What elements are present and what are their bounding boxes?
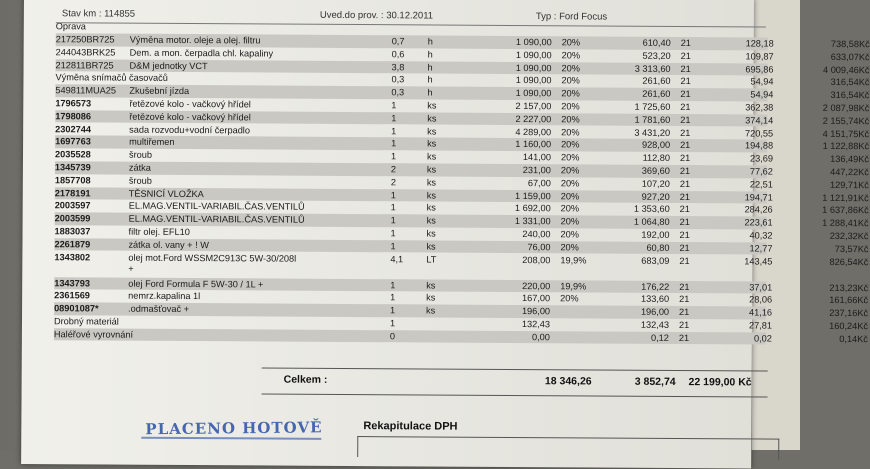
cell-total: 738,58Kč — [830, 38, 870, 50]
cell-net: 3 431,20 — [634, 127, 671, 138]
cell-vat-amt: 194,88 — [744, 140, 774, 151]
cell-code: Drobný materiál — [53, 316, 119, 327]
cell-price: 220,00 — [522, 280, 551, 291]
cell-vat: 21 — [679, 294, 690, 305]
cell-code: 1857708 — [54, 174, 91, 186]
cell-vat-amt: 109,87 — [745, 51, 774, 62]
cell-qty: 1 — [390, 228, 396, 239]
cell-disc: 20% — [561, 50, 581, 61]
cell-net: 927,20 — [641, 191, 670, 202]
cell-total: 316,54Kč — [830, 77, 870, 88]
cell-qty: 0,6 — [391, 49, 405, 60]
cell-unit: ks — [426, 190, 436, 201]
cell-price: 141,00 — [522, 152, 552, 163]
cell-code: 1796573 — [55, 98, 92, 109]
cell-vat: 21 — [680, 140, 691, 151]
cell-price: 1 090,00 — [515, 37, 552, 48]
cell-price: 76,00 — [527, 241, 551, 253]
cell-unit: h — [427, 87, 433, 98]
cell-unit: ks — [426, 280, 436, 291]
table-row — [54, 251, 869, 279]
cell-disc: 20% — [561, 62, 580, 73]
cell-total: 4 151,75Kč — [822, 128, 870, 139]
cell-net: 610,40 — [642, 37, 671, 48]
cell-total: 2 155,74Kč — [822, 115, 870, 126]
cell-code: 08901087* — [54, 303, 99, 314]
cell-price: 67,00 — [527, 177, 551, 189]
cell-total: 447,22Kč — [830, 166, 869, 178]
cell-net: 112,80 — [642, 152, 671, 164]
cell-vat-amt: 695,86 — [745, 64, 774, 75]
cell-qty: 1 — [390, 202, 396, 213]
cell-code: 217250BR725 — [55, 34, 115, 45]
cell-disc: 20% — [560, 152, 580, 163]
cell-vat-amt: 22,51 — [749, 179, 773, 190]
cell-code: 1345739 — [54, 162, 91, 173]
cell-net: 132,43 — [640, 319, 670, 330]
invoice-sheet — [21, 0, 870, 468]
cell-vat-amt: 37,01 — [749, 282, 773, 293]
cell-desc: filtr olej. EFL10 — [128, 226, 190, 238]
cell-desc: šroub — [128, 175, 152, 186]
cell-unit: h — [427, 36, 433, 47]
cell-vat: 21 — [680, 102, 691, 113]
cell-price: 196,00 — [521, 306, 551, 317]
cell-disc: 20% — [560, 203, 580, 214]
cell-total: 1 121,91Kč — [822, 192, 869, 203]
cell-unit: ks — [427, 113, 437, 124]
totals-divider-top — [262, 367, 768, 371]
cell-desc: řetězové kolo - vačkový hřídel — [129, 98, 251, 110]
cell-price: 2 227,00 — [515, 113, 552, 125]
cell-code: 212811BR725 — [55, 59, 114, 71]
cell-total: 213,23Kč — [829, 282, 869, 293]
cell-vat-amt: 28,06 — [749, 294, 773, 305]
cell-unit: ks — [426, 292, 436, 303]
cell-code: 244043BRK25 — [55, 46, 116, 58]
section-label: Oprava — [55, 21, 86, 32]
cell-unit: h — [427, 62, 433, 73]
cell-price: 231,00 — [522, 165, 551, 176]
cell-unit: ks — [427, 126, 437, 137]
cell-qty: 4,1 — [390, 253, 404, 264]
cell-desc-continued: + — [128, 263, 134, 274]
cell-vat-amt: 194,71 — [744, 191, 773, 203]
cell-disc: 20% — [561, 88, 580, 99]
cell-qty: 1 — [390, 279, 396, 290]
cell-qty: 0 — [389, 331, 396, 342]
cell-net: 1 781,60 — [634, 114, 671, 125]
cell-total: 160,24Kč — [829, 320, 869, 332]
cell-price: 1 090,00 — [515, 88, 552, 99]
cell-vat: 21 — [680, 76, 691, 87]
cell-desc: Zkušební jízda — [129, 85, 190, 97]
cell-code: 1343793 — [54, 277, 91, 289]
cell-unit: ks — [426, 177, 437, 188]
cell-code: Haléřové vyrovnání — [53, 328, 134, 340]
cell-net: 683,09 — [641, 255, 670, 266]
cell-price: 1 692,00 — [514, 203, 551, 214]
cell-vat-amt: 720,55 — [745, 128, 774, 139]
cell-vat: 21 — [679, 230, 690, 241]
cell-vat-amt: 12,77 — [749, 243, 773, 254]
cell-net: 3 313,60 — [634, 63, 671, 74]
cell-price: 240,00 — [522, 229, 551, 240]
cell-disc: 20% — [560, 216, 580, 227]
cell-vat: 21 — [679, 153, 691, 164]
cell-unit: ks — [426, 228, 436, 239]
cell-qty: 1 — [390, 151, 397, 162]
cell-code: 2003597 — [54, 200, 91, 211]
cell-code: 1883037 — [54, 226, 91, 237]
totals-vat: 3 852,74 — [634, 375, 676, 388]
cell-unit: ks — [426, 164, 437, 175]
cell-qty: 2 — [390, 164, 397, 175]
cell-code: 1798086 — [55, 110, 92, 122]
cell-qty: 1 — [389, 318, 396, 329]
cell-vat: 21 — [679, 178, 691, 189]
cell-qty: 1 — [391, 125, 397, 136]
cell-qty: 3,8 — [391, 61, 405, 72]
cell-unit: ks — [426, 202, 436, 213]
cell-vat-amt: 128,18 — [745, 38, 774, 49]
cell-price: 2 157,00 — [515, 101, 552, 112]
cell-desc: řetězové kolo - vačkový hřídel — [129, 111, 251, 123]
cell-qty: 1 — [391, 113, 397, 124]
cell-price: 1 331,00 — [514, 216, 551, 227]
cell-desc: sada rozvodu+vodní čerpadlo — [129, 124, 251, 135]
cell-total: 1 288,41Kč — [822, 218, 869, 229]
cell-price: 1 160,00 — [515, 139, 552, 150]
cell-disc: 20% — [560, 293, 579, 304]
cell-vat-amt: 40,32 — [749, 230, 773, 241]
cell-disc: 20% — [560, 242, 579, 253]
cell-unit: ks — [426, 305, 436, 316]
cell-net: 261,60 — [642, 76, 671, 87]
cell-net: 1 353,60 — [633, 204, 670, 215]
cell-desc: nemrz.kapalina 1l — [128, 291, 201, 302]
cell-qty: 1 — [390, 241, 396, 252]
cell-qty: 0,7 — [391, 36, 405, 47]
cell-vat: 21 — [680, 63, 691, 74]
cell-total: 1 122,88Kč — [822, 141, 870, 152]
cell-vat: 21 — [680, 89, 691, 100]
cell-total: 4 009,46Kč — [823, 64, 870, 75]
cell-disc: 20% — [561, 37, 581, 48]
cell-desc: multiřemen — [129, 137, 175, 148]
cell-desc: .odmašťovač + — [128, 303, 190, 315]
vat-recap-title: Rekapitulace DPH — [363, 420, 458, 433]
cell-total: 0,14Kč — [839, 333, 868, 344]
cell-vat: 21 — [679, 217, 690, 228]
cell-vat-amt: 77,62 — [749, 166, 773, 177]
cell-net: 60,80 — [646, 242, 670, 253]
cell-vat: 21 — [680, 127, 691, 138]
cell-total: 136,49Kč — [830, 154, 870, 165]
cell-total: 232,32Kč — [829, 230, 869, 242]
cell-desc: zátka ol. vany + ! W — [128, 239, 209, 250]
cell-total: 1 637,86Kč — [822, 205, 869, 216]
cell-unit: ks — [426, 241, 436, 252]
paid-cash-stamp: PLACENO HOTOVĚ — [145, 418, 323, 439]
cell-price: 208,00 — [522, 254, 551, 265]
cell-qty: 1 — [390, 189, 396, 200]
cell-unit: LT — [426, 254, 437, 265]
stamp-underline — [141, 437, 321, 440]
cell-desc: D&M jednotky VCT — [129, 60, 208, 71]
cell-vat-amt: 27,81 — [748, 320, 773, 331]
cell-qty: 1 — [390, 292, 396, 303]
cell-code: 2302744 — [55, 123, 91, 135]
cell-total: 2 087,98Kč — [822, 102, 870, 114]
cell-vat-amt: 284,26 — [744, 204, 773, 215]
cell-unit: h — [427, 49, 433, 60]
cell-desc: olej Ford Formula F 5W-30 / 1L + — [128, 278, 264, 290]
cell-qty: 1 — [391, 138, 397, 149]
cell-disc: 20% — [561, 114, 580, 125]
cell-total: 129,71Kč — [829, 179, 869, 190]
cell-vat: 21 — [680, 38, 691, 49]
cell-qty: 0,3 — [391, 74, 405, 85]
cell-vat: 21 — [679, 242, 690, 253]
cell-vat: 21 — [678, 320, 690, 331]
cell-vat: 21 — [678, 332, 690, 343]
cell-desc: EL.MAG.VENTIL-VARIABIL.ČAS.VENTILŮ — [128, 213, 305, 225]
cell-unit: h — [427, 74, 433, 85]
registration-date: Uved.do prov. : 30.12.2011 — [319, 9, 434, 22]
cell-disc: 20% — [560, 178, 580, 189]
cell-qty: 0,3 — [391, 87, 405, 98]
cell-total: 316,54Kč — [830, 90, 870, 101]
cell-vat: 21 — [679, 166, 691, 177]
cell-code: 2178191 — [54, 187, 91, 199]
cell-qty: 1 — [390, 215, 396, 226]
cell-code: 1343802 — [54, 251, 91, 263]
cell-total: 161,66Kč — [829, 295, 869, 306]
cell-disc: 19,9% — [560, 254, 587, 266]
cell-desc: zátka — [128, 162, 151, 173]
cell-desc: Výměna motor. oleje a olej. filtru — [129, 34, 261, 46]
cell-desc: olej mot.Ford WSSM2C913C 5W-30/208l — [128, 252, 297, 264]
cell-code: 2261879 — [54, 238, 91, 250]
cell-unit: ks — [426, 215, 436, 226]
cell-qty: 1 — [390, 305, 396, 316]
cell-price: 0,00 — [531, 331, 550, 343]
cell-qty: 1 — [391, 100, 397, 111]
totals-net: 18 346,26 — [544, 375, 592, 388]
cell-price: 132,43 — [521, 319, 551, 330]
cell-unit: ks — [427, 100, 437, 111]
vat-recap-table — [357, 436, 779, 460]
totals-grand: 22 199,00 Kč — [688, 376, 752, 389]
cell-vat-amt: 362,38 — [745, 102, 774, 113]
cell-desc: EL.MAG.VENTIL-VARIABIL.ČAS.VENTILŮ — [128, 201, 305, 213]
cell-price: 1 090,00 — [515, 75, 552, 86]
cell-disc: 20% — [560, 229, 579, 240]
cell-code: Výměna snímačů časovačů — [55, 72, 168, 84]
cell-net: 133,60 — [641, 294, 670, 305]
cell-vat-amt: 54,94 — [750, 76, 774, 87]
cell-price: 1 159,00 — [514, 190, 551, 201]
cell-net: 1 725,60 — [634, 101, 671, 112]
cell-price: 167,00 — [522, 293, 551, 304]
cell-desc: Dem. a mon. čerpadla chl. kapaliny — [129, 47, 274, 59]
cell-total: 633,07Kč — [830, 51, 870, 62]
cell-vat: 21 — [679, 281, 690, 292]
cell-disc: 20% — [561, 101, 580, 112]
cell-net: 107,20 — [641, 178, 670, 189]
cell-unit: ks — [426, 151, 437, 162]
cell-net: 1 064,80 — [633, 216, 670, 228]
cell-vat-amt: 23,69 — [749, 153, 774, 164]
cell-vat: 21 — [679, 255, 690, 266]
cell-total: 826,54Kč — [829, 256, 869, 267]
vehicle-type: Typ : Ford Focus — [535, 11, 608, 23]
cell-vat: 21 — [679, 191, 691, 202]
totals-divider-bottom — [262, 393, 768, 397]
cell-qty: 2 — [390, 177, 397, 188]
cell-price: 1 090,00 — [515, 49, 552, 61]
cell-code: 2035528 — [54, 149, 91, 160]
cell-code: 549811MUA25 — [55, 85, 117, 96]
cell-net: 523,20 — [642, 50, 671, 61]
cell-disc: 20% — [561, 139, 580, 150]
cell-vat: 21 — [680, 114, 691, 125]
cell-net: 192,00 — [641, 229, 670, 240]
cell-code: 2361569 — [54, 290, 90, 301]
cell-desc: TĚSNICÍ VLOŽKA — [128, 188, 204, 199]
cell-net: 261,60 — [642, 88, 671, 100]
cell-vat-amt: 143,45 — [744, 255, 773, 267]
odometer-reading: Stav km : 114855 — [61, 8, 136, 20]
cell-code: 2003599 — [54, 213, 91, 224]
cell-vat-amt: 374,14 — [745, 115, 774, 126]
cell-vat-amt: 0,02 — [753, 333, 772, 344]
cell-disc: 20% — [561, 126, 580, 137]
cell-price: 4 289,00 — [515, 126, 552, 137]
cell-net: 176,22 — [641, 281, 670, 292]
cell-disc: 20% — [561, 75, 580, 86]
cell-total: 237,16Kč — [829, 308, 869, 319]
cell-net: 928,00 — [641, 140, 671, 151]
cell-vat: 21 — [679, 307, 690, 318]
cell-unit: ks — [427, 138, 437, 149]
cell-net: 369,60 — [641, 165, 670, 176]
cell-vat-amt: 41,16 — [749, 307, 773, 318]
cell-net: 0,12 — [650, 332, 669, 343]
cell-vat: 21 — [680, 50, 691, 61]
cell-price: 1 090,00 — [515, 62, 552, 73]
totals-label: Celkem : — [283, 373, 328, 386]
cell-disc: 20% — [560, 190, 580, 201]
cell-vat-amt: 54,94 — [750, 89, 774, 100]
cell-disc: 19,9% — [560, 280, 587, 292]
cell-code: 1697763 — [55, 136, 91, 147]
cell-vat: 21 — [679, 204, 690, 215]
cell-vat-amt: 223,61 — [744, 217, 773, 228]
cell-net: 196,00 — [640, 306, 670, 318]
cell-total: 73,57Kč — [834, 243, 869, 254]
cell-disc: 20% — [560, 165, 580, 176]
cell-desc: šroub — [128, 149, 153, 160]
